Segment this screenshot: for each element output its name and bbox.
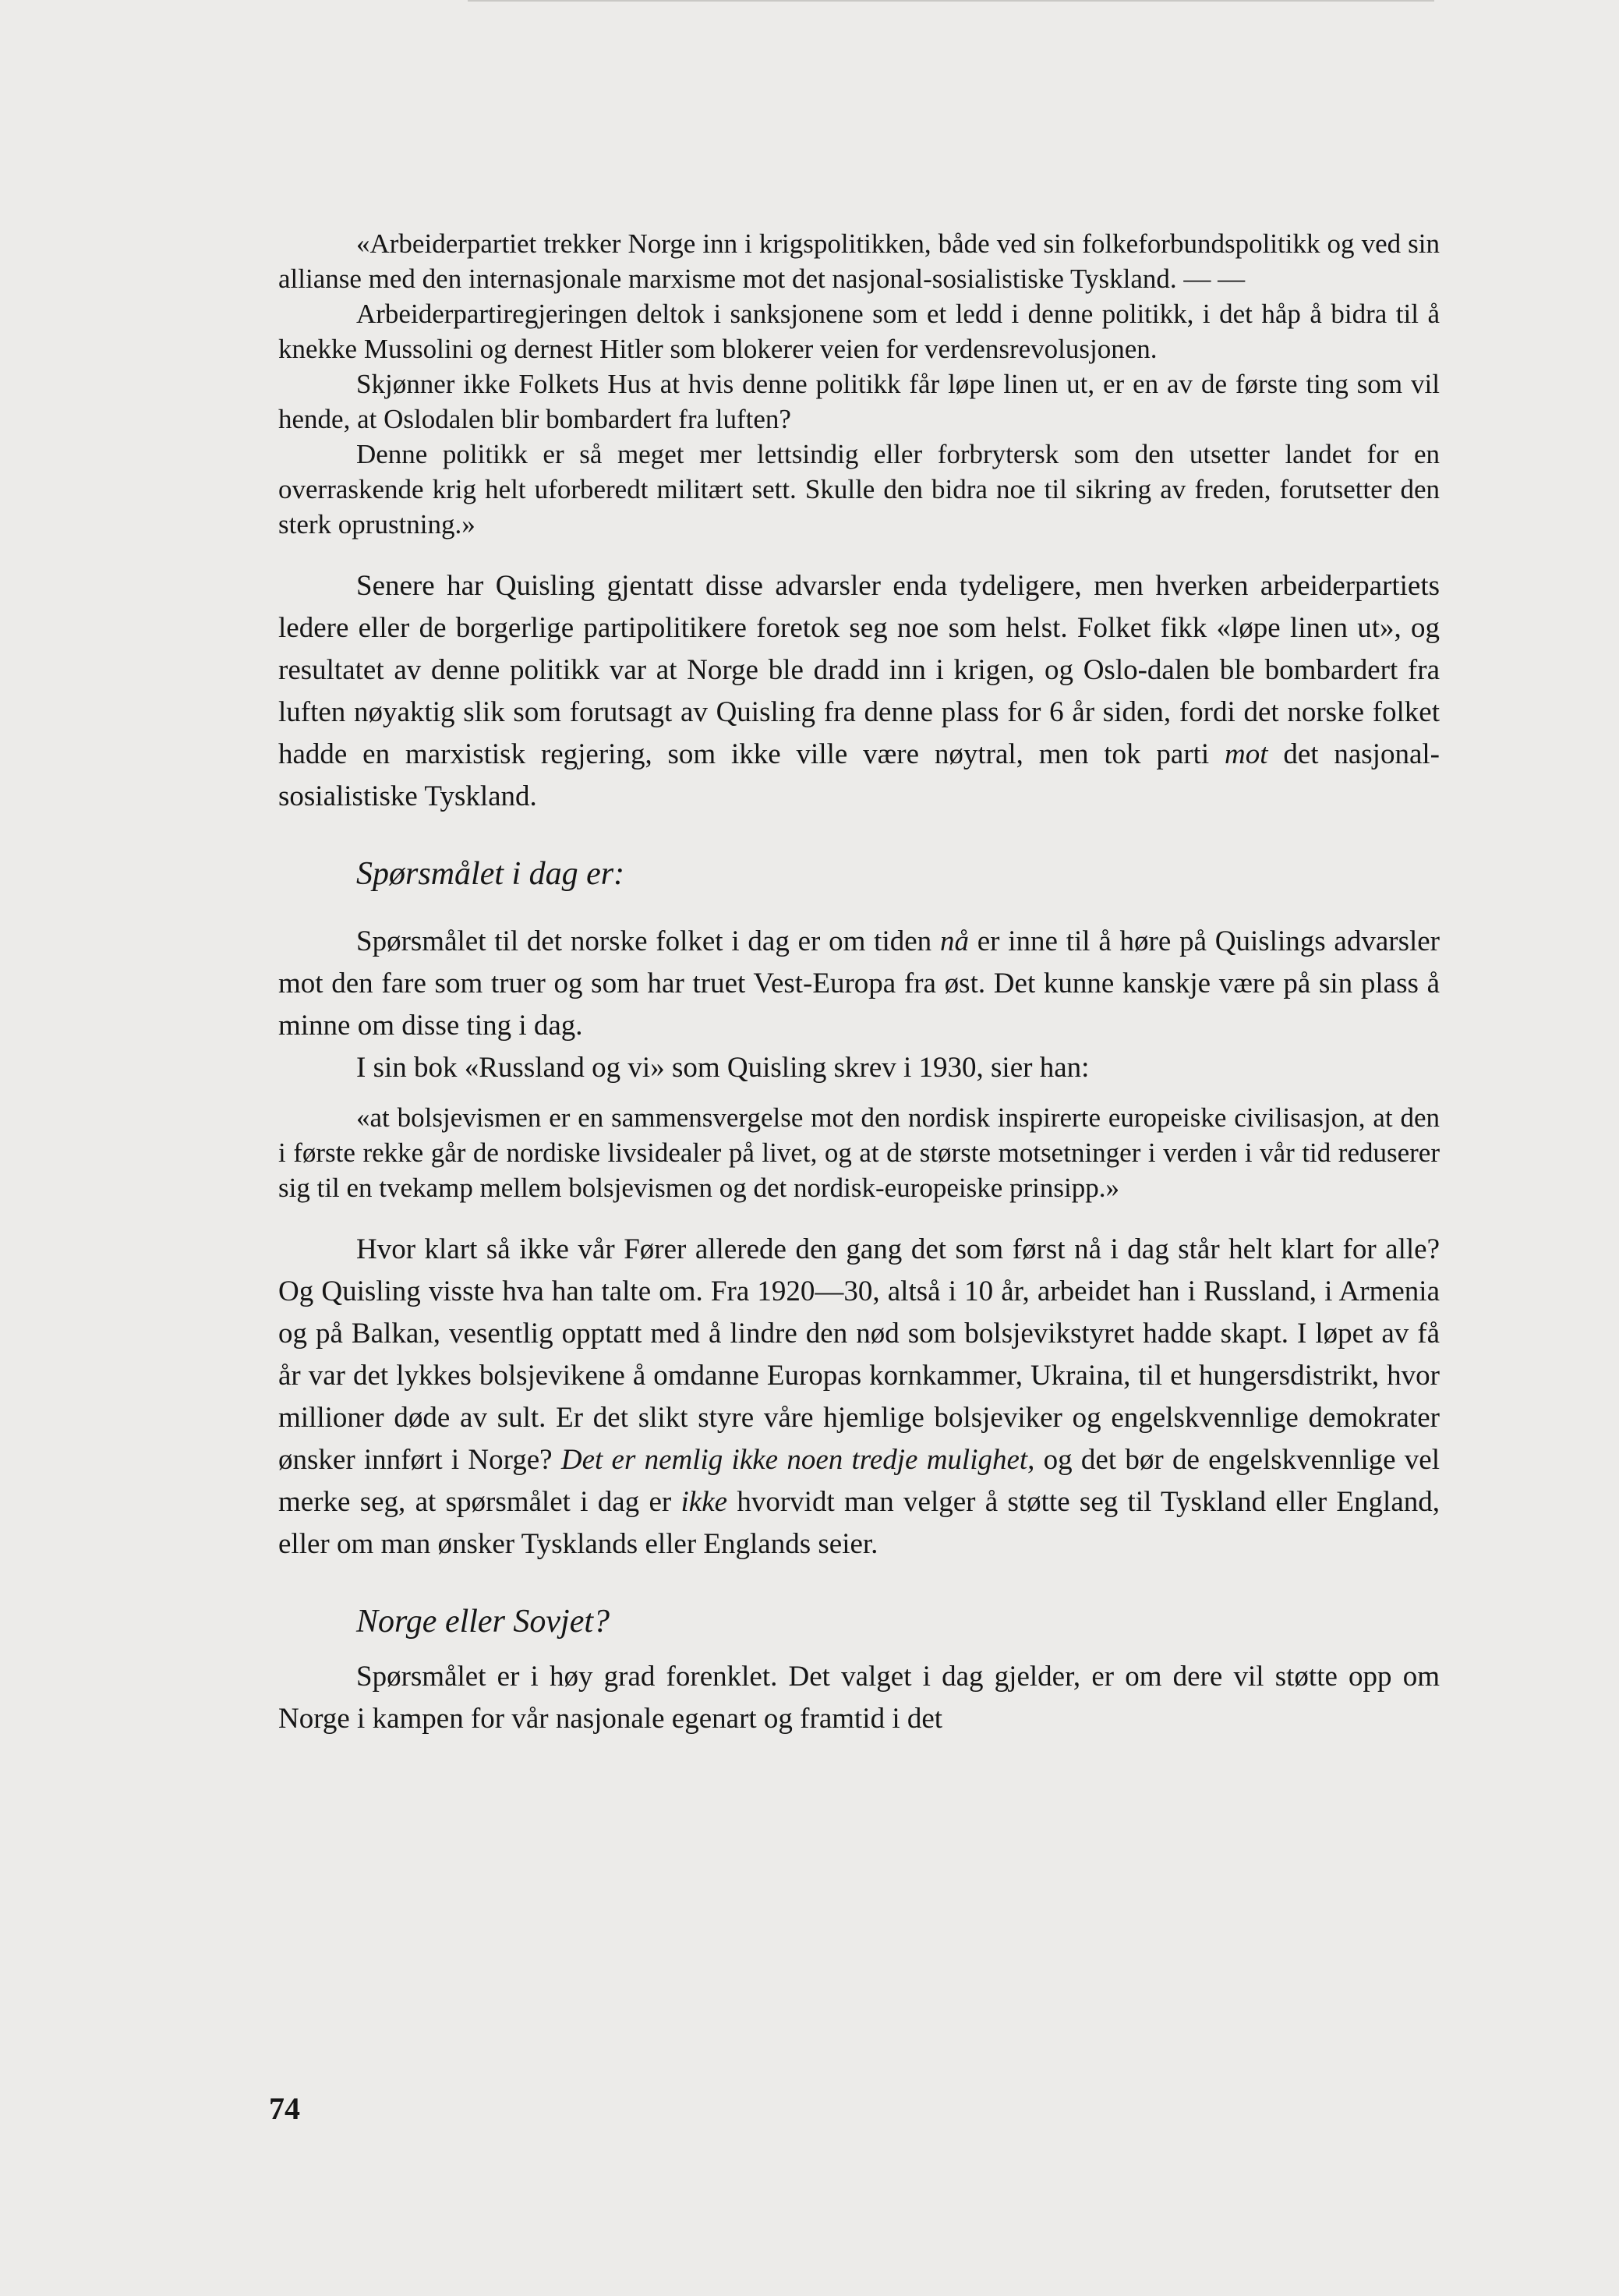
page-body [278, 226, 1440, 1740]
quote-block-1 [278, 226, 1440, 542]
emphasis: ikke [680, 1486, 728, 1518]
quote-paragraph: «at bolsjevismen er en sammensvergelse mot den nordisk inspirerte europeiske civilisasjon, at den i første rekke går de nordiske livsidealer på livet, og at de største motsetninger i verden i vår tid reduserer sig til en tvekamp mellem bolsjevismen og det nordisk-europeiske prinsipp.» [278, 1102, 1440, 1203]
text-run: Senere har Quisling gjentatt disse advarsler enda tydeligere, men hverken arbeiderpartiets ledere eller de borgerlige partipolitikere foretok seg noe som helst. Folket fikk «løpe linen ut», og resultatet av denne politikk var at Norge ble dradd inn i krigen, og Oslo-dalen ble bombardert fra luften nøyaktig slik som forutsagt av Quisling fra denne plass for 6 år siden, fordi det norske folket hadde en marxistisk regjering, som ikke ville være nøytral, men tok parti [278, 570, 1440, 770]
body-paragraph: I sin bok «Russland og vi» som Quisling skrev i 1930, sier han: [356, 1052, 1090, 1084]
emphasis: mot [1225, 738, 1268, 770]
quote-paragraph: Denne politikk er så meget mer lettsindig eller forbrytersk som den utsetter landet for en overraskende krig helt uforberedt militært sett. Skulle den bidra noe til sikring av freden, forutsetter den sterk oprustning.» [278, 439, 1440, 540]
quote-paragraph: Arbeiderpartiregjeringen deltok i sanksjonene som et ledd i denne politikk, i det håp å bidra til å knekke Mussolini og dernest Hitler som blokerer veien for verdensrevolusjonen. [278, 299, 1440, 364]
section-heading: Spørsmålet i dag er: [356, 856, 625, 892]
body-paragraph: Spørsmålet er i høy grad forenklet. Det valget i dag gjelder, er om dere vil støtte opp om Norge i kampen for vår nasjonale egenart og framtid i det [278, 1661, 1440, 1735]
body-paragraph [278, 565, 1440, 818]
emphasis: nå [939, 925, 969, 957]
text-run: det nasjonal-sosialistiske Tyskland. [278, 738, 1440, 812]
section-heading: Norge eller Sovjet? [356, 1604, 610, 1640]
page-number: 74 [269, 2091, 300, 2126]
quote-paragraph: «Arbeiderpartiet trekker Norge inn i krigspolitikken, både ved sin folkeforbundspolitikk og ved sin allianse med den internasjonale marxisme mot det nasjonal-sosialistiske Tyskland. — — [278, 228, 1440, 294]
quote-block-2 [278, 1100, 1440, 1205]
text-run: hvorvidt man velger å støtte seg til Tyskland eller England, eller om man ønsker Tysklands eller Englands seier. [278, 1486, 1440, 1560]
text-run: Spørsmålet til det norske folket i dag er om tiden [356, 925, 940, 957]
scan-edge-line [468, 0, 1434, 2]
text-run: og det bør de engelskvennlige vel merke seg, at spørsmålet i dag er [278, 1444, 1440, 1518]
body-paragraph [278, 921, 1440, 1047]
body-paragraph [278, 1229, 1440, 1565]
text-run: er inne til å høre på Quislings advarsler mot den fare som truer og som har truet Vest-Europa fra øst. Det kunne kanskje være på sin plass å minne om disse ting i dag. [278, 925, 1440, 1042]
text-run: Hvor klart så ikke vår Fører allerede den gang det som først nå i dag står helt klart for alle? Og Quisling visste hva han talte om. Fra 1920—30, altså i 10 år, arbeidet han i Russland, i Armenia og på Balkan, vesentlig opptatt med å lindre den nød som bolsjevikstyret hadde skapt. I løpet av få år var det lykkes bolsjevikene å omdanne Europas kornkammer, Ukraina, til et hungersdistrikt, hvor millioner døde av sult. Er det slikt styre våre hjemlige bolsjeviker og engelskvennlige demokrater ønsker innført i Norge? [278, 1233, 1440, 1476]
quote-paragraph: Skjønner ikke Folkets Hus at hvis denne politikk får løpe linen ut, er en av de første ting som vil hende, at Oslodalen blir bombardert fra luften? [278, 369, 1440, 434]
emphasis: Det er nemlig ikke noen tredje mulighet, [560, 1444, 1035, 1476]
